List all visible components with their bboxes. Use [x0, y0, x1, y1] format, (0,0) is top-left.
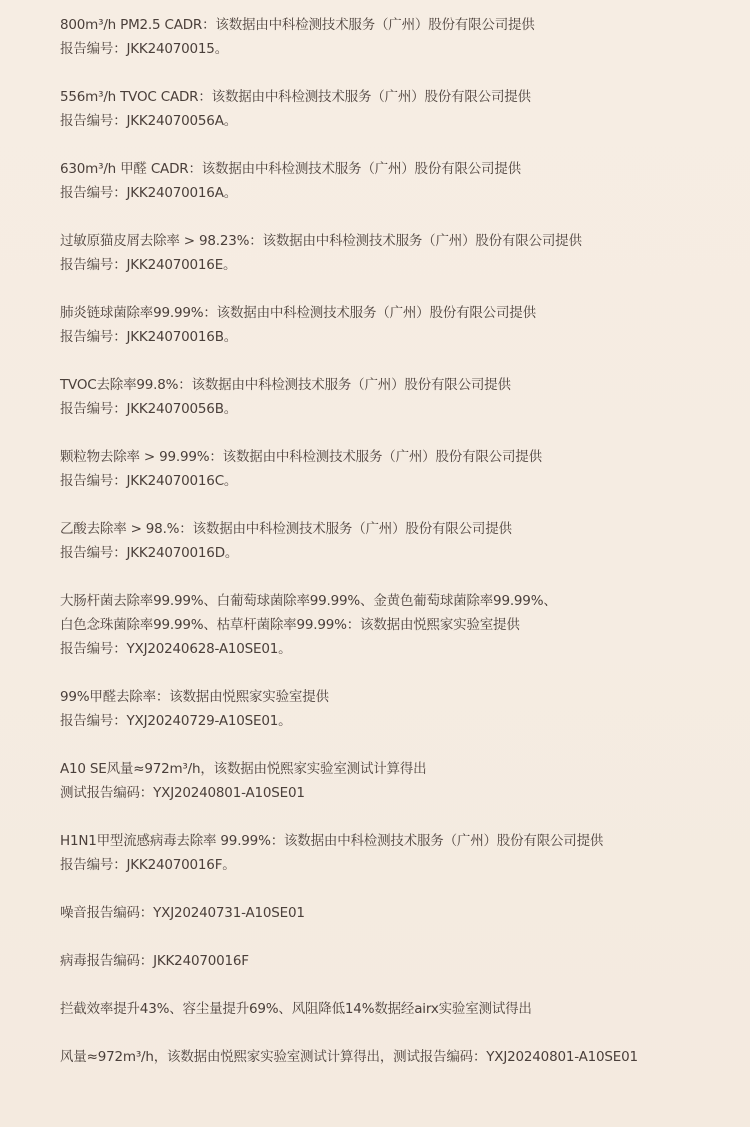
report-notes-list — [60, 13, 740, 1069]
report-number-line: 报告编号：JKK24070016E。 — [60, 257, 237, 273]
report-note-line: 过敏原猫皮屑去除率 > 98.23%：该数据由中科检测技术服务（广州）股份有限公司提供 — [60, 233, 582, 249]
report-number-line: 报告编号：YXJ20240729-A10SE01。 — [60, 713, 292, 729]
entry-spacer — [60, 1021, 740, 1045]
report-number-line: 报告编号：JKK24070016A。 — [60, 185, 238, 201]
report-note-entry — [60, 229, 740, 277]
report-number-line: 测试报告编码：YXJ20240801-A10SE01 — [60, 785, 305, 801]
report-note-line: 病毒报告编码：JKK24070016F — [60, 953, 249, 969]
entry-spacer — [60, 733, 740, 757]
entry-spacer — [60, 493, 740, 517]
entry-spacer — [60, 661, 740, 685]
entry-spacer — [60, 805, 740, 829]
report-number-line: 报告编号：JKK24070016C。 — [60, 473, 238, 489]
report-note-entry — [60, 445, 740, 493]
report-note-entry — [60, 997, 740, 1021]
report-number-line: 报告编号：JKK24070016D。 — [60, 545, 239, 561]
report-note-line: 乙酸去除率 > 98.%：该数据由中科检测技术服务（广州）股份有限公司提供 — [60, 521, 512, 537]
report-number-line: 报告编号：JKK24070016F。 — [60, 857, 236, 873]
report-note-entry — [60, 757, 740, 805]
entry-spacer — [60, 565, 740, 589]
report-note-entry — [60, 685, 740, 733]
report-note-entry — [60, 949, 740, 973]
report-note-entry — [60, 301, 740, 349]
entry-spacer — [60, 925, 740, 949]
report-note-line: A10 SE风量≈972m³/h，该数据由悦熙家实验室测试计算得出 — [60, 761, 427, 777]
report-note-line: 风量≈972m³/h，该数据由悦熙家实验室测试计算得出，测试报告编码：YXJ20240801-A10SE01 — [60, 1049, 638, 1065]
report-note-line: 肺炎链球菌除率99.99%：该数据由中科检测技术服务（广州）股份有限公司提供 — [60, 305, 536, 321]
report-note-entry — [60, 157, 740, 205]
report-note-line: 630m³/h 甲醛 CADR：该数据由中科检测技术服务（广州）股份有限公司提供 — [60, 161, 521, 177]
report-note-entry — [60, 13, 740, 61]
report-note-line: H1N1甲型流感病毒去除率 99.99%：该数据由中科检测技术服务（广州）股份有限公司提供 — [60, 833, 604, 849]
entry-spacer — [60, 133, 740, 157]
report-note-line: 白色念珠菌除率99.99%、枯草杆菌除率99.99%：该数据由悦熙家实验室提供 — [60, 617, 520, 633]
report-number-line: 报告编号：JKK24070015。 — [60, 41, 228, 57]
report-number-line: 报告编号：JKK24070056A。 — [60, 113, 238, 129]
report-note-line: 556m³/h TVOC CADR：该数据由中科检测技术服务（广州）股份有限公司提供 — [60, 89, 531, 105]
entry-spacer — [60, 349, 740, 373]
report-note-entry — [60, 85, 740, 133]
report-note-line: 颗粒物去除率 > 99.99%：该数据由中科检测技术服务（广州）股份有限公司提供 — [60, 449, 542, 465]
entry-spacer — [60, 973, 740, 997]
report-note-entry — [60, 901, 740, 925]
entry-spacer — [60, 421, 740, 445]
report-note-line: 99%甲醛去除率：该数据由悦熙家实验室提供 — [60, 689, 329, 705]
entry-spacer — [60, 877, 740, 901]
report-note-entry — [60, 589, 740, 661]
entry-spacer — [60, 61, 740, 85]
report-note-entry — [60, 373, 740, 421]
entry-spacer — [60, 277, 740, 301]
report-note-entry — [60, 829, 740, 877]
report-note-line: TVOC去除率99.8%：该数据由中科检测技术服务（广州）股份有限公司提供 — [60, 377, 511, 393]
report-number-line: 报告编号：YXJ20240628-A10SE01。 — [60, 641, 292, 657]
report-note-line: 800m³/h PM2.5 CADR：该数据由中科检测技术服务（广州）股份有限公司提供 — [60, 17, 535, 33]
report-note-line: 噪音报告编码：YXJ20240731-A10SE01 — [60, 905, 305, 921]
report-number-line: 报告编号：JKK24070056B。 — [60, 401, 238, 417]
entry-spacer — [60, 205, 740, 229]
report-note-line: 大肠杆菌去除率99.99%、白葡萄球菌除率99.99%、金黄色葡萄球菌除率99.99%、 — [60, 593, 557, 609]
report-note-entry — [60, 517, 740, 565]
report-number-line: 报告编号：JKK24070016B。 — [60, 329, 238, 345]
report-note-entry — [60, 1045, 740, 1069]
report-note-line: 拦截效率提升43%、容尘量提升69%、风阻降低14%数据经airx实验室测试得出 — [60, 1001, 532, 1017]
